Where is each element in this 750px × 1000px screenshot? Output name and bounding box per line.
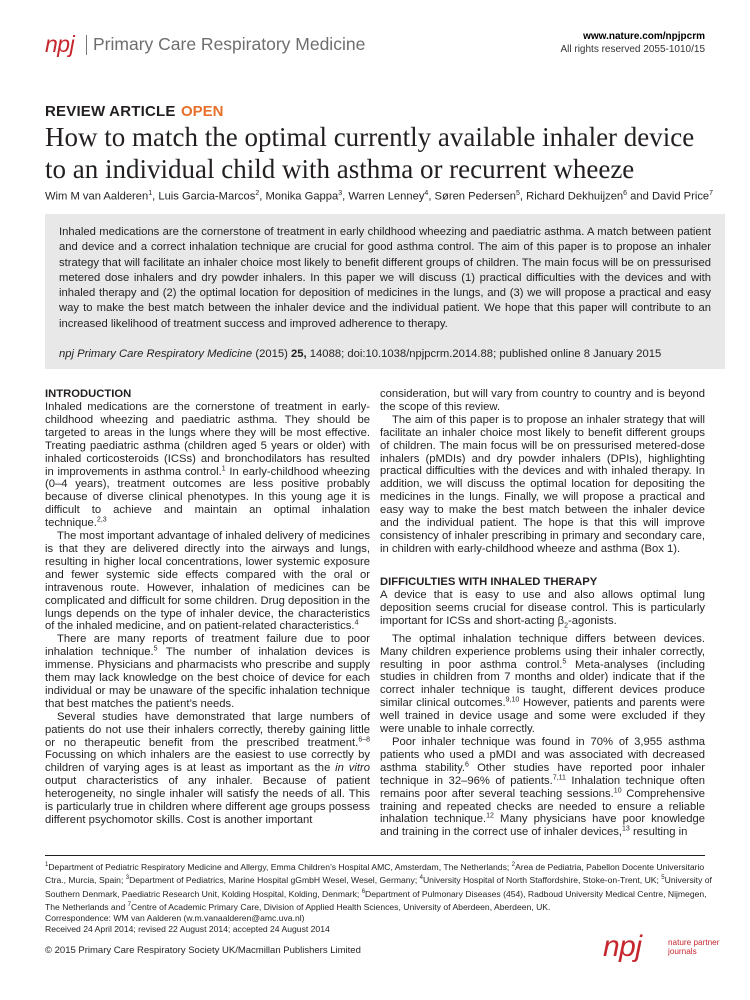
nature-partner-journals-logo: nature partner journals <box>668 938 720 956</box>
author-list: Wim M van Aalderen$^1$, Luis Garcia-Marcos$^2$, Monika Gappa$^3$, Warren Lenney$^4$, Søren Pedersen$^5$, Richard Dekhuijzen$^6$ and David Price$^7$ <box>45 190 714 203</box>
paragraph: A device that is easy to use and also allows optimal lung deposition seems crucial for disease control. This is particularly important for ICSs and short-acting $\beta_2$-agonists. <box>380 588 705 629</box>
article-title: How to match the optimal currently available inhaler device to an individual child with asthma or recurrent wheeze <box>45 122 695 184</box>
author-affiliation: 2 <box>255 190 260 197</box>
author-name[interactable]: Søren Pedersen <box>434 190 517 203</box>
author-affiliation: 6 <box>623 190 628 197</box>
paragraph: Inhaled medications are the cornerstone of treatment in early-childhood wheezing and paediatric asthma. They should be targeted to areas in the lungs where they will be most effective. Treating paediatric asthma (children aged 5 years or older) with inhaled corticosteroids (ICSs) and bronchodilators has resulted in improvements in asthma control.$^1$ In early-childhood wheezing (0–4 years), treatment outcomes are less positive probably because of diverse clinical phenotypes. In this young age it is difficult to achieve and maintain an optimal inhalation technique.$^{2,3}$ <box>45 401 370 530</box>
journal-name: Primary Care Respiratory Medicine <box>93 34 366 54</box>
paragraph: Poor inhaler technique was found in 70% of 3,955 asthma patients who used a pMDI and was associated with decreased asthma stability.$^6$ Other studies have reported poor inhaler technique in 32–96% of patients.$^{7,11}$ Inhalation technique often remains poor after several teaching sessions.$^{10}$ Comprehensive training and repeated checks are needed to ensure a reliable inhalation technique.$^{12}$ Many physicians have poor knowledge and training in the correct use of inhaler devices,$^{13}$ resulting in <box>380 736 705 839</box>
paragraph: The optimal inhalation technique differs between devices. Many children experience problems using their inhaler correctly, resulting in poor asthma control.$^5$ Meta-analyses (including studies in children from 7 months and older) indicate that if the correct inhaler technique is taught, different devices produce similar clinical outcomes.$^{9,10}$ However, patients and parents were well trained in device usage and some were excluded if they were unable to inhale correctly. <box>380 632 705 736</box>
paragraph: There are many reports of treatment failure due to poor inhalation technique.$^5$ The number of inhalation devices is immense. Physicians and pharmacists who prescribe and supply them may lack knowledge on the best choice of device for each individual or may be unaware of the specific inhalation technique that best matches the patient’s needs. <box>45 633 370 710</box>
reference-link[interactable]: 2,3 <box>96 516 107 524</box>
reference-link[interactable]: 10 <box>613 786 622 794</box>
author-name[interactable]: Richard Dekhuijzen <box>526 190 624 203</box>
reference-link[interactable]: 12 <box>486 812 494 820</box>
author-affiliation: 3 <box>338 190 343 197</box>
article-type: REVIEW ARTICLE <box>45 103 176 120</box>
npj-footer-logo: npj <box>603 930 642 963</box>
reference-link[interactable]: 7,11 <box>552 773 566 781</box>
reference-link[interactable]: 13 <box>622 825 630 833</box>
page-header <box>45 31 705 58</box>
reference-link[interactable]: 4 <box>354 619 359 627</box>
paragraph: consideration, but will vary from country to country and is beyond the scope of this review. <box>380 388 705 413</box>
open-access-badge: OPEN <box>181 103 224 120</box>
section-heading-introduction: INTRODUCTION <box>45 388 132 400</box>
reference-link[interactable]: 6 <box>464 761 469 769</box>
section-heading-difficulties: DIFFICULTIES WITH INHALED THERAPY <box>380 575 598 588</box>
body-column-left <box>45 388 370 827</box>
abstract-box <box>45 214 725 369</box>
paragraph: The most important advantage of inhaled delivery of medicines is that they are delivered directly into the airways and lungs, resulting in higher local concentrations, lower systemic exposure and fewer systemic side effects compared with the oral or intravenous route. However, inhalation of medicines can be complicated and difficult for some children. Drug deposition in the lungs depends on the type of inhaler device, the characteristics of the inhaled medicine, and on patient-related characteristics.$^4$ <box>45 530 370 633</box>
header-meta <box>560 30 705 56</box>
rights-statement: All rights reserved 2055-1010/15 <box>560 44 705 55</box>
affiliation-list: $^1$Department of Pediatric Respiratory Medicine and Allergy, Emma Children’s Hospital AMC, Amsterdam, The Netherlands; $^2$Area de Pediatria, Pabellon Docente Universitario Ctra., Murcia, Spain; $^3$Department of Pediatrics, Marine Hospital gGmbH Wesel, Wesel, Germany; $^4$University Hospital of North Staffordshire, Stoke-on-Trent, UK; $^5$University of Southern Denmark, Paediatric Research Unit, Kolding Hospital, Kolding, Denmark; $^6$Department of Pulmonary Diseases (454), Radboud University Medical Centre, Nijmegen, The Netherlands and $^7$Centre of Academic Primary Care, Division of Applied Health Sciences, University of Aberdeen, Aberdeen, UK. <box>45 861 712 912</box>
paragraph: Several studies have demonstrated that large numbers of patients do not use their inhalers correctly, thereby gaining little or no therapeutic benefit from the prescribed treatment.$^{6-8}$ Focussing on which inhalers are the easiest to use correctly by children of varying ages is at least as important as the in vitro output characteristics of any inhaler. Because of patient heterogeneity, no single inhaler will satisfy the needs of all. This is particularly true in children where different age groups possess different psychomotor skills. Cost is another important <box>45 710 370 826</box>
citation-journal: npj Primary Care Respiratory Medicine <box>59 348 253 361</box>
npj-logo: npj <box>45 31 75 57</box>
reference-link[interactable]: 1 <box>221 464 226 472</box>
author-affiliation: 5 <box>516 190 520 197</box>
received-dates: Received 24 April 2014; revised 22 August 2014; accepted 24 August 2014 <box>45 924 330 935</box>
correspondence[interactable]: Correspondence: WM van Aalderen (w.m.vanaalderen@amc.uva.nl) <box>45 913 305 924</box>
journal-url[interactable]: www.nature.com/npjpcrm <box>583 31 705 42</box>
body-column-right <box>380 388 705 839</box>
author-name[interactable]: David Price <box>651 190 710 203</box>
author-name[interactable]: Monika Gappa <box>265 190 339 203</box>
abstract-text: Inhaled medications are the cornerstone of treatment in early childhood wheezing and paediatric asthma. A match between patient and device and a correct inhalation technique are crucial for good asthma control. The aim of this paper is to propose an inhaler strategy that will facilitate an inhaler choice most likely to benefit different groups of children. The main focus will be on pressurised metered dose inhalers and dry powder inhalers. In this paper we will discuss (1) practical difficulties with the devices and with inhaled therapy and (2) the optimal location for deposition of medicines in the lungs, and (3) we will propose a practical and easy way to make the best match between the inhaler device and the individual patient. We hope that this paper will contribute to an increased likelihood of treatment success and improved adherence to therapy. <box>59 226 711 330</box>
reference-link[interactable]: 5 <box>562 657 567 665</box>
reference-link[interactable]: 6–8 <box>358 735 370 743</box>
citation-details: 14088; doi:10.1038/npjpcrm.2014.88; published online 8 January 2015 <box>309 348 662 361</box>
citation-year: (2015) <box>255 348 288 361</box>
author-affiliation: 7 <box>709 190 714 197</box>
author-name[interactable]: Luis Garcia-Marcos <box>158 190 256 203</box>
author-affiliation: 4 <box>424 190 429 197</box>
reference-link[interactable]: 5 <box>153 645 158 653</box>
copyright: © 2015 Primary Care Respiratory Society UK/Macmillan Publishers Limited <box>45 945 361 956</box>
paragraph: The aim of this paper is to propose an inhaler strategy that will facilitate an inhaler choice most likely to benefit different groups of children. The main focus will be on pressurised metered-dose inhalers (pMDIs) and dry powder inhalers (DPIs), highlighting practical difficulties with the devices and with inhaled therapy. In addition, we will discuss the optimal location for depositing the medicines in the lungs. Finally, we will propose a practical and easy way to make the best match between the inhaler device and the individual patient. The hope is that this will improve consistency of inhaler prescribing in primary and secondary care, in children with early-childhood wheeze and asthma (Box 1). <box>380 413 705 555</box>
header-divider <box>86 35 87 55</box>
citation-volume: 25, <box>291 348 307 361</box>
author-name[interactable]: Warren Lenney <box>348 190 425 203</box>
reference-link[interactable]: 9,10 <box>505 696 520 704</box>
author-name[interactable]: Wim M van Aalderen <box>45 190 149 203</box>
author-affiliation: 1 <box>148 190 153 197</box>
citation-line <box>59 347 711 361</box>
footnote-divider <box>45 855 705 856</box>
affiliations-footnote <box>45 860 715 936</box>
